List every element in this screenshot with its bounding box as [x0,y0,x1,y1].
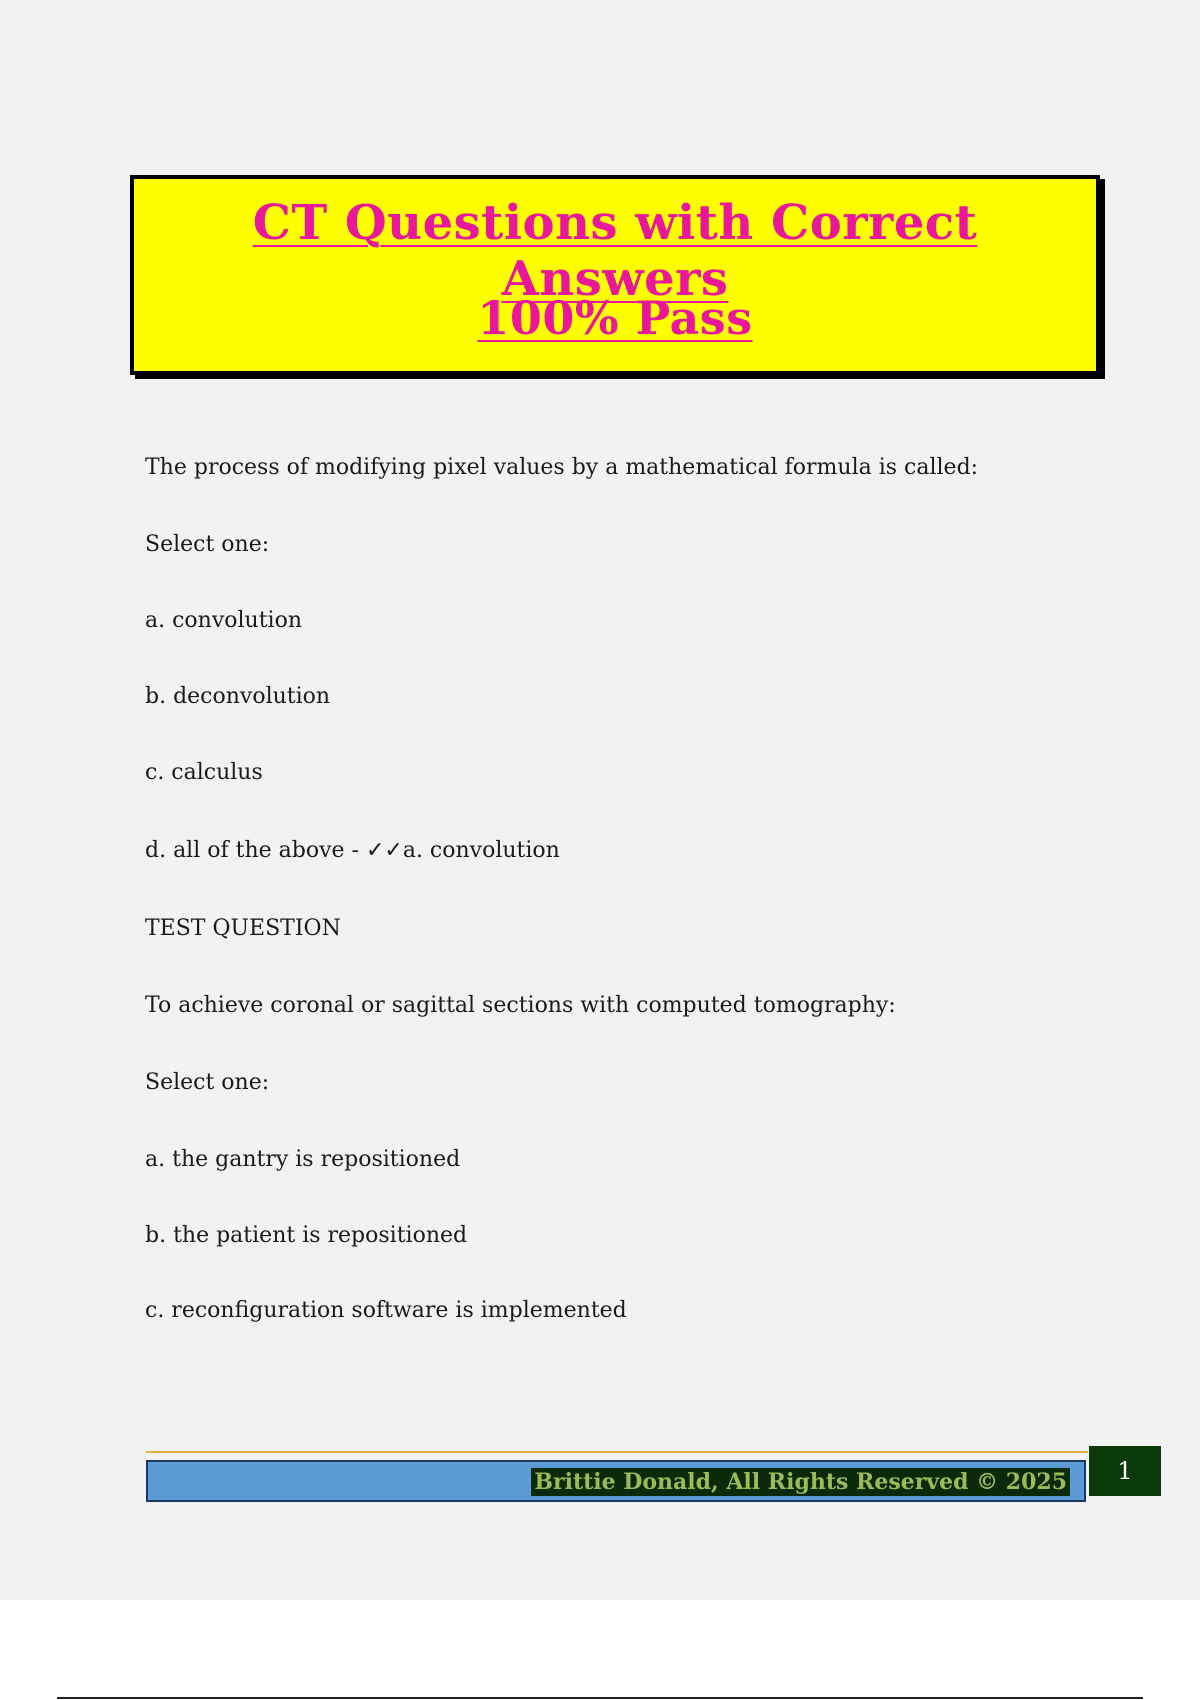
option-b: b. the patient is repositioned [145,1223,468,1248]
select-one-label: Select one: [145,1070,270,1095]
page-bottom-divider [57,1697,1143,1699]
title-heading: CT Questions with Correct Answers [252,195,978,307]
section-label: TEST QUESTION [145,916,341,941]
page-number: 1 [1089,1446,1161,1496]
copyright-notice: Brittie Donald, All Rights Reserved © 2025 [531,1468,1070,1496]
question-text: The process of modifying pixel values by a mathematical formula is called: [145,455,979,480]
footer-bar [146,1460,1086,1502]
option-d-with-answer: d. all of the above - ✓✓a. convolution [145,838,560,863]
question-text: To achieve coronal or sagittal sections with computed tomography: [145,993,896,1018]
footer-divider [146,1451,1088,1453]
option-c: c. reconfiguration software is implemented [145,1298,627,1323]
select-one-label: Select one: [145,532,270,557]
option-b: b. deconvolution [145,684,331,709]
option-c: c. calculus [145,760,263,785]
option-a: a. the gantry is repositioned [145,1147,461,1172]
title-subheading: 100% Pass [477,291,753,345]
title-banner [130,175,1100,375]
option-a: a. convolution [145,608,303,633]
